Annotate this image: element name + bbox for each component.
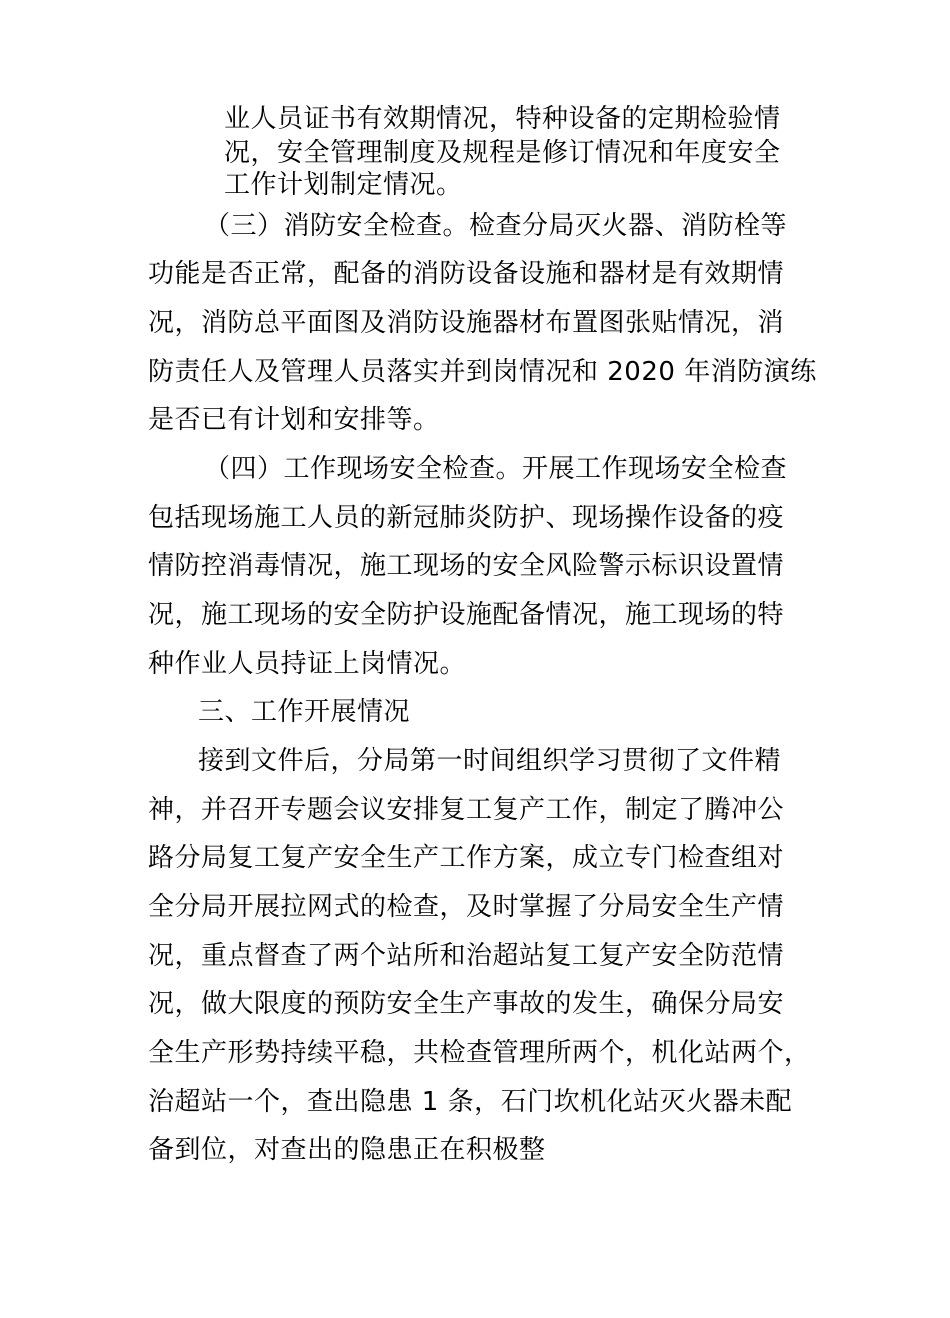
text-line: 功能是否正常，配备的消防设备设施和器材是有效期情 <box>148 259 785 289</box>
text-line: 工作计划制定情况。 <box>224 170 463 200</box>
text-line: 防责任人及管理人员落实并到岗情况和 2020 年消防演练 <box>148 357 817 387</box>
text-line: 是否已有计划和安排等。 <box>148 405 440 435</box>
text-line: 况，施工现场的安全防护设施配备情况，施工现场的特 <box>148 600 785 630</box>
text-line: 神，并召开专题会议安排复工复产工作，制定了腾冲公 <box>148 795 785 825</box>
text-line: 业人员证书有效期情况，特种设备的定期检验情 <box>224 104 781 134</box>
text-line: 情防控消毒情况，施工现场的安全风险警示标识设置情 <box>148 551 785 581</box>
text-line: 况，安全管理制度及规程是修订情况和年度安全 <box>224 138 781 168</box>
text-line: 种作业人员持证上岗情况。 <box>148 649 467 679</box>
text-line: 包括现场施工人员的新冠肺炎防护、现场操作设备的疫 <box>148 503 785 533</box>
text-line: 全生产形势持续平稳，共检查管理所两个，机化站两个， <box>148 1038 811 1068</box>
text-line: 路分局复工复产安全生产工作方案，成立专门检查组对 <box>148 843 785 873</box>
text-line: 接到文件后，分局第一时间组织学习贯彻了文件精 <box>198 746 782 776</box>
text-line: 治超站一个，查出隐患 1 条，石门坎机化站灭火器未配 <box>148 1087 793 1117</box>
text-line: 备到位，对查出的隐患正在积极整 <box>148 1135 546 1165</box>
paragraph-heading-line: （四）工作现场安全检查。开展工作现场安全检查 <box>204 454 788 484</box>
text-line: 全分局开展拉网式的检查，及时掌握了分局安全生产情 <box>148 892 785 922</box>
text-line: 况，重点督查了两个站所和治超站复工复产安全防范情 <box>148 941 785 971</box>
section-heading: 三、工作开展情况 <box>198 697 411 727</box>
text-line: 况，做大限度的预防安全生产事故的发生，确保分局安 <box>148 989 785 1019</box>
paragraph-heading-line: （三）消防安全检查。检查分局灭火器、消防栓等 <box>204 211 788 241</box>
text-line: 况，消防总平面图及消防设施器材布置图张贴情况，消 <box>148 308 785 338</box>
